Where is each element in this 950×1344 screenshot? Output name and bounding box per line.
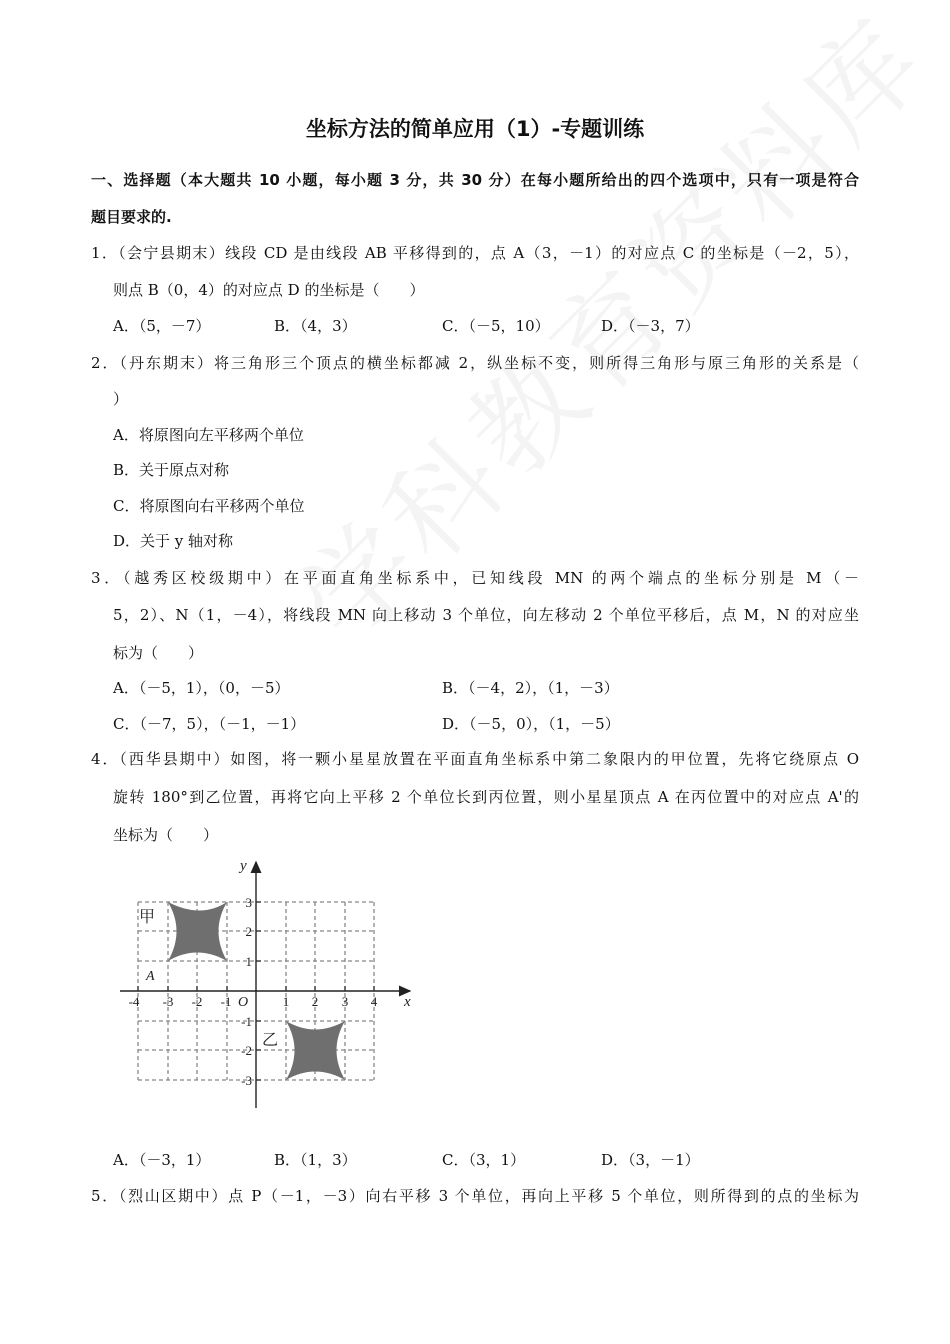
q2-option-b: B．关于原点对称 [113, 461, 230, 479]
y-tick-label: 1 [245, 954, 252, 969]
y-tick-label: -3 [241, 1073, 252, 1088]
q1-option-c: C．（－5，10） [442, 317, 550, 335]
q2-line1: 2．（丹东期末）将三角形三个顶点的横坐标都减 2，纵坐标不变，则所得三角形与原三角形的关系是（ [91, 354, 859, 372]
q4-option-d: D．（3，－1） [601, 1151, 700, 1169]
x-tick-label: 3 [341, 994, 349, 1009]
q4-option-c: C．（3，1） [442, 1151, 526, 1169]
point-a-label: A [146, 969, 155, 984]
star-yi [286, 1021, 345, 1080]
x-tick-label: -3 [162, 994, 174, 1009]
y-tick-label: 2 [245, 924, 252, 939]
q4-line3: 坐标为（ ） [113, 826, 219, 844]
q4-option-a: A．（－3，1） [113, 1151, 211, 1169]
x-tick-label: -1 [220, 994, 232, 1009]
q3-option-d: D．（－5，0），（1，－5） [442, 715, 620, 733]
y-tick-label: 3 [245, 895, 252, 910]
q3-line2: 5，2）、N（1，－4），将线段 MN 向上移动 3 个单位，向左移动 2 个单位平移后，点 M，N 的对应坐 [113, 606, 859, 624]
q1-option-d: D．（－3，7） [601, 317, 700, 335]
q4-line2: 旋转 180°到乙位置，再将它向上平移 2 个单位长到丙位置，则小星星顶点 A 在丙位置中的对应点 A'的 [113, 788, 859, 806]
x-tick-label: -2 [191, 994, 203, 1009]
q1-option-b: B．（4，3） [274, 317, 357, 335]
section-heading-line2: 题目要求的. [91, 208, 172, 226]
x-tick-label: 2 [311, 994, 319, 1009]
y-tick-label: -1 [241, 1014, 252, 1029]
section-heading-line1: 一、选择题（本大题共 10 小题，每小题 3 分，共 30 分）在每小题所给出的四个选项中，只有一项是符合 [91, 171, 859, 189]
q1-line1: 1．（会宁县期末）线段 CD 是由线段 AB 平移得到的，点 A（3，－1）的对应点 C 的坐标是（－2，5）， [91, 244, 859, 262]
q3-line1: 3．（越秀区校级期中）在平面直角坐标系中，已知线段 MN 的两个端点的坐标分别是 M（－ [91, 569, 859, 587]
q2-option-a: A．将原图向左平移两个单位 [113, 426, 304, 444]
q2-option-c: C．将原图向右平移两个单位 [113, 497, 305, 515]
x-tick-label: 1 [282, 994, 290, 1009]
x-axis-label: x [404, 994, 411, 1010]
x-tick-label: -4 [128, 994, 140, 1009]
q3-line3: 标为（ ） [113, 644, 204, 662]
x-tick-label: 4 [370, 994, 378, 1009]
q1-line2: 则点 B（0，4）的对应点 D 的坐标是（ ） [113, 281, 425, 299]
q4-line1: 4．（西华县期中）如图，将一颗小星星放置在平面直角坐标系中第二象限内的甲位置，先将它绕原点 O [91, 750, 859, 768]
q3-option-c: C．（－7，5），（－1，－1） [113, 715, 306, 733]
coordinate-figure [110, 850, 430, 1120]
q2-option-d: D．关于 y 轴对称 [113, 532, 234, 550]
star-jia [168, 902, 227, 961]
label-yi: 乙 [262, 1032, 279, 1049]
origin-label: O [238, 995, 249, 1010]
y-tick-label: -2 [241, 1043, 252, 1058]
label-jia: 甲 [139, 909, 156, 926]
q1-option-a: A．（5，－7） [113, 317, 211, 335]
q3-option-a: A．（－5，1），（0，－5） [113, 679, 290, 697]
q3-option-b: B．（－4，2），（1，－3） [442, 679, 619, 697]
q5-line1: 5．（烈山区期中）点 P（－1，－3）向右平移 3 个单位，再向上平移 5 个单位，则所得到的点的坐标为 [91, 1187, 859, 1205]
page-title: 坐标方法的简单应用（1）-专题训练 [305, 117, 645, 141]
q2-line2: ） [113, 390, 129, 408]
q4-option-b: B．（1，3） [274, 1151, 357, 1169]
y-axis-label: y [240, 858, 247, 874]
